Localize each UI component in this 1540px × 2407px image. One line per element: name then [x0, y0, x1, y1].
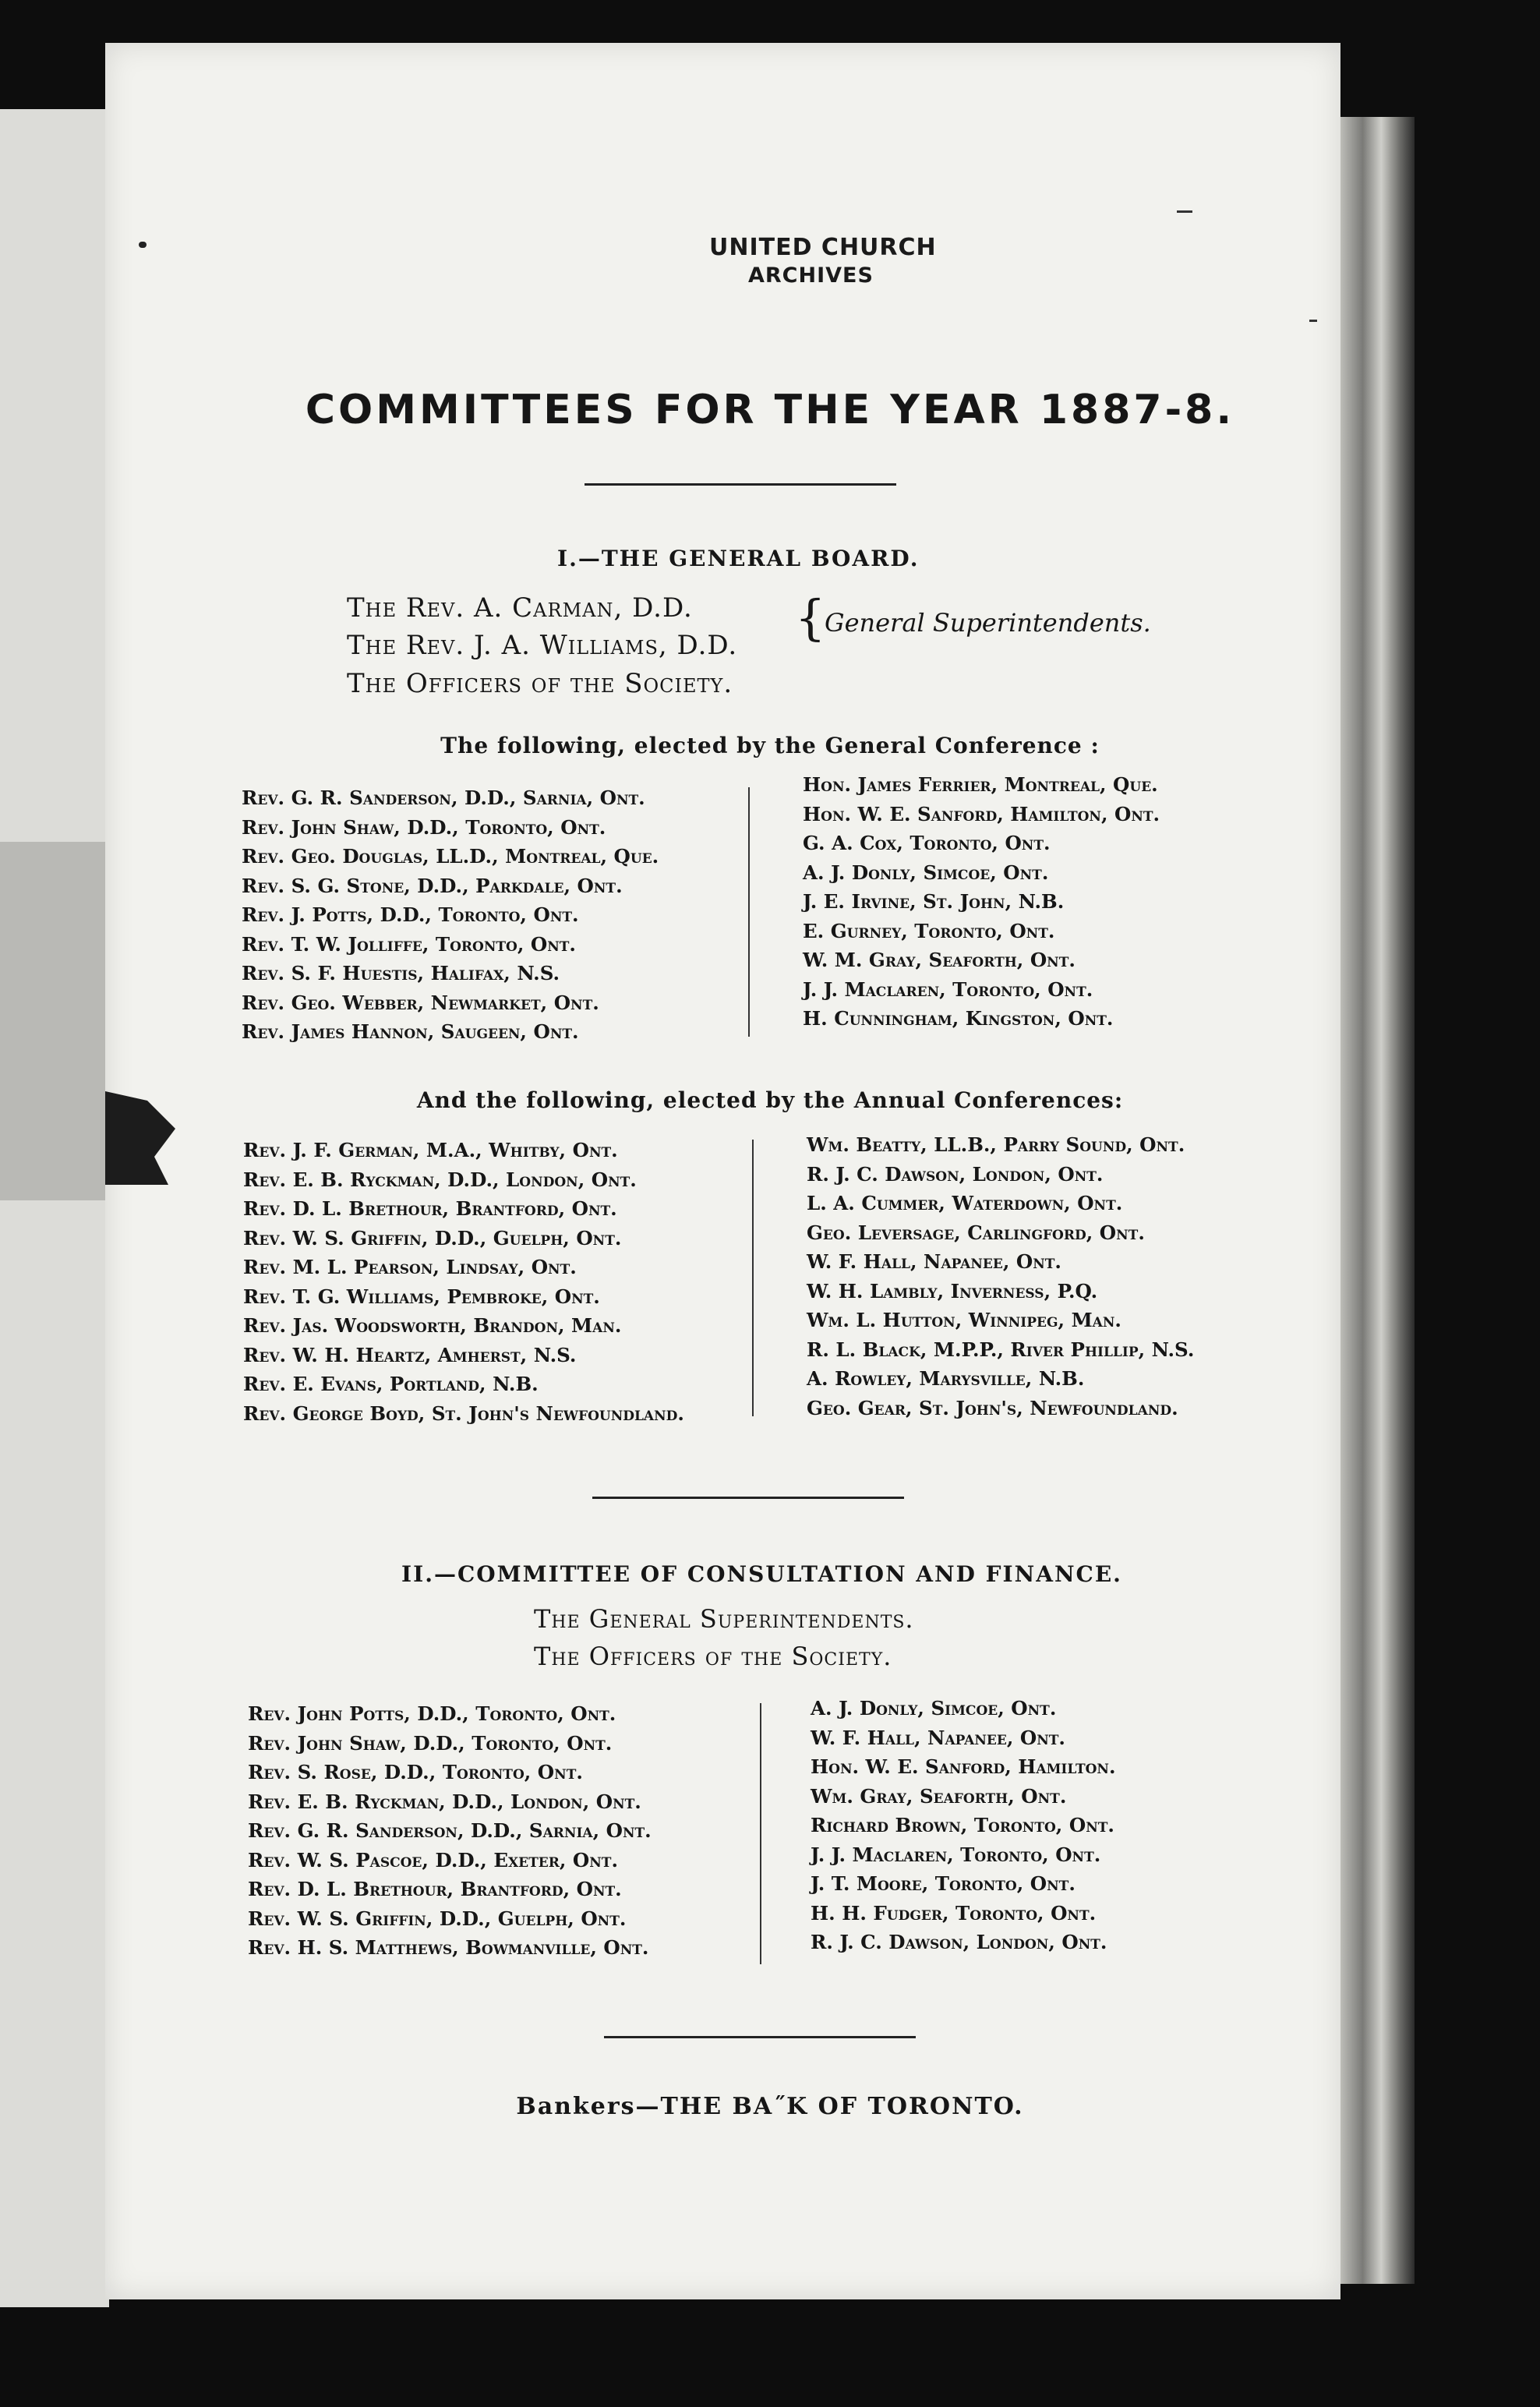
list-item: Rev. E. B. Ryckman, D.D., London, Ont.	[243, 1168, 637, 1191]
list-item: Rev. W. S. Pascoe, D.D., Exeter, Ont.	[248, 1848, 618, 1872]
list-item: Geo. Leversage, Carlingford, Ont.	[807, 1221, 1145, 1244]
consultation-right-list	[811, 1694, 1115, 1957]
list-item: Rev. S. G. Stone, D.D., Parkdale, Ont.	[242, 874, 623, 897]
list-item: Rev. W. H. Heartz, Amherst, N.S.	[243, 1343, 577, 1366]
stamp-line-1: UNITED CHURCH	[709, 234, 937, 261]
list-item: Geo. Gear, St. John's, Newfoundland.	[807, 1396, 1178, 1419]
annual-conference-right-list	[807, 1130, 1194, 1423]
list-item: Rev. Geo. Douglas, LL.D., Montreal, Que.	[242, 845, 659, 868]
general-conference-left-list	[242, 783, 659, 1047]
list-item: R. J. C. Dawson, London, Ont.	[811, 1931, 1107, 1953]
list-item: A. J. Donly, Simcoe, Ont.	[811, 1697, 1057, 1720]
column-divider	[748, 787, 750, 1037]
list-item: Rev. H. S. Matthews, Bowmanville, Ont.	[248, 1936, 649, 1959]
list-item: Rev. John Potts, D.D., Toronto, Ont.	[248, 1702, 616, 1725]
list-item: L. A. Cummer, Waterdown, Ont.	[807, 1192, 1123, 1214]
consultation-left-list	[248, 1699, 652, 1963]
list-item: Rev. W. S. Griffin, D.D., Guelph, Ont.	[243, 1226, 622, 1249]
page-title: COMMITTEES FOR THE YEAR 1887-8.	[305, 387, 1235, 433]
annual-conference-left-list	[243, 1136, 684, 1428]
list-item: Rev. M. L. Pearson, Lindsay, Ont.	[243, 1256, 577, 1278]
list-item: J. E. Irvine, St. John, N.B.	[803, 890, 1065, 913]
list-item: Richard Brown, Toronto, Ont.	[811, 1814, 1114, 1836]
list-item: R. J. C. Dawson, London, Ont.	[807, 1162, 1104, 1186]
general-conference-heading: The following, elected by the General Conference :	[440, 733, 1100, 758]
brace-glyph: {	[795, 589, 826, 646]
divider	[604, 2036, 916, 2038]
list-item: Rev. J. F. German, M.A., Whitby, Ont.	[243, 1139, 618, 1161]
list-item: Hon. W. E. Sanford, Hamilton, Ont.	[803, 802, 1160, 825]
list-item: R. L. Black, M.P.P., River Phillip, N.S.	[807, 1338, 1195, 1361]
list-item: H. H. Fudger, Toronto, Ont.	[811, 1901, 1097, 1925]
list-item: J. J. Maclaren, Toronto, Ont.	[803, 977, 1093, 1001]
list-item: Rev. E. Evans, Portland, N.B.	[243, 1373, 539, 1395]
consultation-officers: The Officers of the Society.	[534, 1642, 892, 1671]
list-item: J. J. Maclaren, Toronto, Ont.	[811, 1843, 1101, 1866]
section-heading-consultation: II.—COMMITTEE OF CONSULTATION AND FINANCE.	[401, 1561, 1122, 1587]
list-item: E. Gurney, Toronto, Ont.	[803, 919, 1055, 942]
list-item: Rev. Geo. Webber, Newmarket, Ont.	[242, 991, 599, 1014]
board-member-2: The Rev. J. A. Williams, D.D.	[347, 630, 738, 661]
consultation-superintendents: The General Superintendents.	[534, 1604, 914, 1634]
divider	[585, 483, 896, 486]
list-item: Rev. John Shaw, D.D., Toronto, Ont.	[242, 815, 606, 839]
list-item: Wm. L. Hutton, Winnipeg, Man.	[807, 1309, 1121, 1331]
archive-stamp	[709, 234, 959, 290]
list-item: Rev. E. B. Ryckman, D.D., London, Ont.	[248, 1790, 641, 1813]
list-item: Rev. J. Potts, D.D., Toronto, Ont.	[242, 903, 579, 926]
list-item: G. A. Cox, Toronto, Ont.	[803, 832, 1051, 854]
stamp-line-2: ARCHIVES	[748, 263, 874, 288]
column-divider	[760, 1703, 761, 1964]
list-item: Wm. Gray, Seaforth, Ont.	[811, 1784, 1067, 1808]
general-superintendents-label: General Superintendents.	[825, 608, 1151, 638]
ink-mark	[139, 242, 147, 248]
column-divider	[752, 1140, 754, 1416]
facing-page-shadow	[0, 842, 109, 1200]
list-item: Rev. G. R. Sanderson, D.D., Sarnia, Ont.	[248, 1819, 652, 1842]
list-item: Wm. Beatty, LL.B., Parry Sound, Ont.	[807, 1133, 1185, 1156]
list-item: Rev. Jas. Woodsworth, Brandon, Man.	[243, 1314, 622, 1337]
list-item: Rev. T. G. Williams, Pembroke, Ont.	[243, 1285, 600, 1308]
list-item: W. M. Gray, Seaforth, Ont.	[803, 949, 1076, 971]
list-item: A. Rowley, Marysville, N.B.	[807, 1367, 1085, 1390]
bankers-line: Bankers—THE BA˝K OF TORONTO.	[516, 2093, 1024, 2120]
list-item: W. H. Lambly, Inverness, P.Q.	[807, 1279, 1098, 1302]
list-item: W. F. Hall, Napanee, Ont.	[807, 1250, 1061, 1273]
list-item: Rev. G. R. Sanderson, D.D., Sarnia, Ont.	[242, 786, 645, 809]
list-item: Rev. D. L. Brethour, Brantford, Ont.	[248, 1878, 622, 1900]
list-item: Hon. W. E. Sanford, Hamilton.	[811, 1755, 1116, 1778]
board-officers: The Officers of the Society.	[347, 668, 733, 699]
list-item: Rev. T. W. Jolliffe, Toronto, Ont.	[242, 932, 576, 956]
divider	[592, 1497, 904, 1499]
list-item: Rev. W. S. Griffin, D.D., Guelph, Ont.	[248, 1907, 627, 1930]
ink-mark	[1177, 210, 1192, 213]
list-item: H. Cunningham, Kingston, Ont.	[803, 1007, 1114, 1030]
list-item: A. J. Donly, Simcoe, Ont.	[803, 861, 1049, 884]
list-item: Rev. James Hannon, Saugeen, Ont.	[242, 1020, 579, 1043]
list-item: Rev. George Boyd, St. John's Newfoundland.	[243, 1401, 684, 1425]
list-item: J. T. Moore, Toronto, Ont.	[811, 1872, 1076, 1895]
facing-page	[0, 109, 109, 2307]
annual-conference-heading: And the following, elected by the Annual Conferences:	[416, 1087, 1124, 1113]
list-item: Hon. James Ferrier, Montreal, Que.	[803, 773, 1158, 796]
page-edge	[1340, 117, 1415, 2284]
list-item: Rev. S. Rose, D.D., Toronto, Ont.	[248, 1761, 583, 1783]
list-item: Rev. D. L. Brethour, Brantford, Ont.	[243, 1197, 617, 1220]
general-conference-right-list	[803, 770, 1160, 1034]
list-item: W. F. Hall, Napanee, Ont.	[811, 1726, 1065, 1749]
list-item: Rev. S. F. Huestis, Halifax, N.S.	[242, 962, 560, 984]
ink-mark	[1309, 320, 1317, 322]
list-item: Rev. John Shaw, D.D., Toronto, Ont.	[248, 1731, 613, 1755]
board-member-1: The Rev. A. Carman, D.D.	[347, 592, 693, 624]
section-heading-general-board: I.—THE GENERAL BOARD.	[557, 546, 920, 571]
